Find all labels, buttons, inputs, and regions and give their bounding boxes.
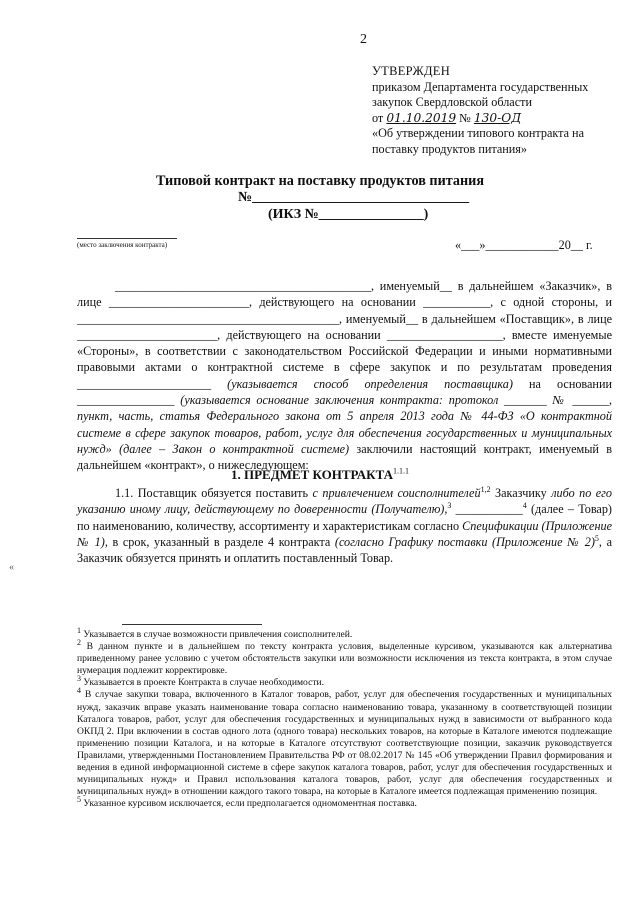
footnote bbox=[77, 795, 612, 810]
clause-text: Заказчику bbox=[490, 486, 552, 500]
approval-number-handwritten: 130-ОД bbox=[473, 110, 522, 125]
approval-subject: «Об утверждении типового контракта на поставку продуктов питания» bbox=[372, 126, 584, 156]
page-number: 2 bbox=[360, 32, 367, 47]
preamble bbox=[77, 278, 612, 474]
preamble-text-2: на основании ________________ bbox=[77, 376, 613, 408]
clause-italic: Спецификации (Приложение № 1) bbox=[77, 518, 612, 549]
footnote bbox=[77, 625, 612, 641]
section-footnote-ref: 1.1.1 bbox=[393, 466, 410, 476]
preamble-italic-1: (указывается способ определения поставщика) bbox=[227, 376, 513, 391]
clause-text: , в срок, указанный в разделе 4 контракта bbox=[104, 534, 335, 549]
footnote-text: В данном пункте и в дальнейшем по тексту контракта условия, выделенные курсивом, указываются как альтернатива приведенному ранее условию с учетом обстоятельств закупки или возможности исключения из текста контракта, в этом случае нумерация подлежит корректировке. bbox=[77, 641, 612, 677]
preamble-text-3: заключили настоящий контракт, именуемый в дальнейшем «контракт», о нижеследующем: bbox=[77, 441, 612, 473]
footnote-ref: 5 bbox=[594, 533, 599, 543]
clause-italic: с привлечением соисполнителей bbox=[312, 486, 481, 500]
stray-mark: « bbox=[9, 562, 14, 573]
clause-text: 1.1. Поставщик обязуется поставить bbox=[115, 486, 313, 500]
footnote-number: 3 bbox=[77, 674, 81, 684]
date-line: «___»____________20__ г. bbox=[455, 238, 593, 252]
approval-order: приказом Департамента государственных закупок Свердловской области bbox=[372, 79, 589, 109]
footnote-number: 4 bbox=[77, 686, 81, 696]
document-title: Типовой контракт на поставку продуктов питания bbox=[155, 173, 485, 189]
footnote-ref: 1,2 bbox=[480, 484, 491, 494]
contract-number-line: №_______________________________ bbox=[238, 190, 470, 205]
footnotes bbox=[77, 625, 612, 810]
approval-date-line bbox=[372, 111, 612, 127]
approval-number-prefix: № bbox=[459, 110, 471, 125]
clause-text: , а Заказчик обязуется принять и оплатить поставленный Товар. bbox=[77, 534, 612, 566]
approval-date-prefix: от bbox=[372, 110, 384, 125]
section-title: 1. ПРЕДМЕТ КОНТРАКТА bbox=[230, 467, 394, 482]
clause-italic: (согласно Графику поставки (Приложение № 2) bbox=[334, 534, 595, 549]
clause-text: (далее – Товар) по наименованию, количеству, ассортименту и характеристикам согласно bbox=[77, 502, 612, 533]
footnote-number: 1 bbox=[77, 625, 81, 635]
preamble-text-1: __________________________________________, именуемый__ в дальнейшем «Заказчик», в лице _______________________, действующего на основании ___________, с одной стороны, и ___________________________________________, именуемый__ в дальнейшем «Поставщик», в лице _______________________, действующего на основании ___________________, вместе именуемые «Стороны», в соответствии с законодательством Российской Федерации и иными нормативными правовыми актами о контрактной системе в сфере закупок и по результатам проведения ______________________ bbox=[77, 279, 612, 391]
footnote-text: Указывается в случае возможности привлечения соисполнителей. bbox=[81, 629, 353, 640]
approval-stamp bbox=[372, 64, 612, 157]
clause-italic: либо по его указанию иному лицу, действующему по доверенности (Получателю), bbox=[77, 486, 612, 517]
ikz-line: (ИКЗ №_______________) bbox=[268, 207, 429, 222]
clause-1-1 bbox=[77, 485, 612, 566]
footnote bbox=[77, 686, 612, 798]
footnote-separator bbox=[122, 624, 262, 625]
preamble-italic-2: (указывается основание заключения контракта: протокол _______ № ______, пункт, часть, статья Федерального закона от 5 апреля 2013 года № 44-ФЗ «О контрактной системе в сфере закупок товаров, работ, услуг для обеспечения государственных и муниципальных нужд» (далее – Закон о контрактной системе) bbox=[77, 393, 612, 456]
footnote-text: Указанное курсивом исключается, если предполагается одномоментная поставка. bbox=[81, 798, 417, 810]
place-caption: (место заключения контракта) bbox=[77, 238, 177, 249]
footnote-ref: 4 bbox=[522, 501, 527, 511]
footnote bbox=[77, 637, 612, 677]
clause-text: ___________ bbox=[451, 502, 523, 517]
section-heading bbox=[0, 467, 640, 483]
footnote bbox=[77, 674, 612, 689]
footnote-number: 2 bbox=[77, 637, 81, 647]
footnote-text: Указывается в проекте Контракта в случае необходимости. bbox=[81, 677, 325, 689]
footnote-text: В случае закупки товара, включенного в Каталог товаров, работ, услуг для обеспечения государственных и муниципальных нужд, заказчик вправе указать наименование товара согласно наименованию товара, указанному в соответствующей позиции Каталога товаров, работ, услуг для обеспечения государственных и муниципальных нужд в зависимости от выбранного кода ОКПД 2. При включении в состав одного лота (одного товара) нескольких товаров, на которые в Каталоге имеются подлежащие применению позиции Каталога, и на которые в Каталоге отсутствуют соответствующие позиции, заказчик руководствуется Правилами, утвержденными Постановлением Правительства РФ от 08.02.2017 № 145 «Об утверждении Правил формирования и ведения в единой информационной системе в сфере закупок каталога товаров, работ, услуг для обеспечения государственных и муниципальных нужд» и Правил использования каталога товаров, работ, услуг для обеспечения государственных и муниципальных нужд» в отношении каждого такого товара, на которые в Каталоге имеется подлежащая применению позиция. bbox=[77, 689, 612, 798]
footnote-number: 5 bbox=[77, 795, 81, 805]
approval-date-handwritten: 01.10.2019 bbox=[386, 110, 457, 125]
footnote-ref: 3 bbox=[447, 501, 452, 511]
approval-heading: УТВЕРЖДЕН bbox=[372, 64, 451, 78]
